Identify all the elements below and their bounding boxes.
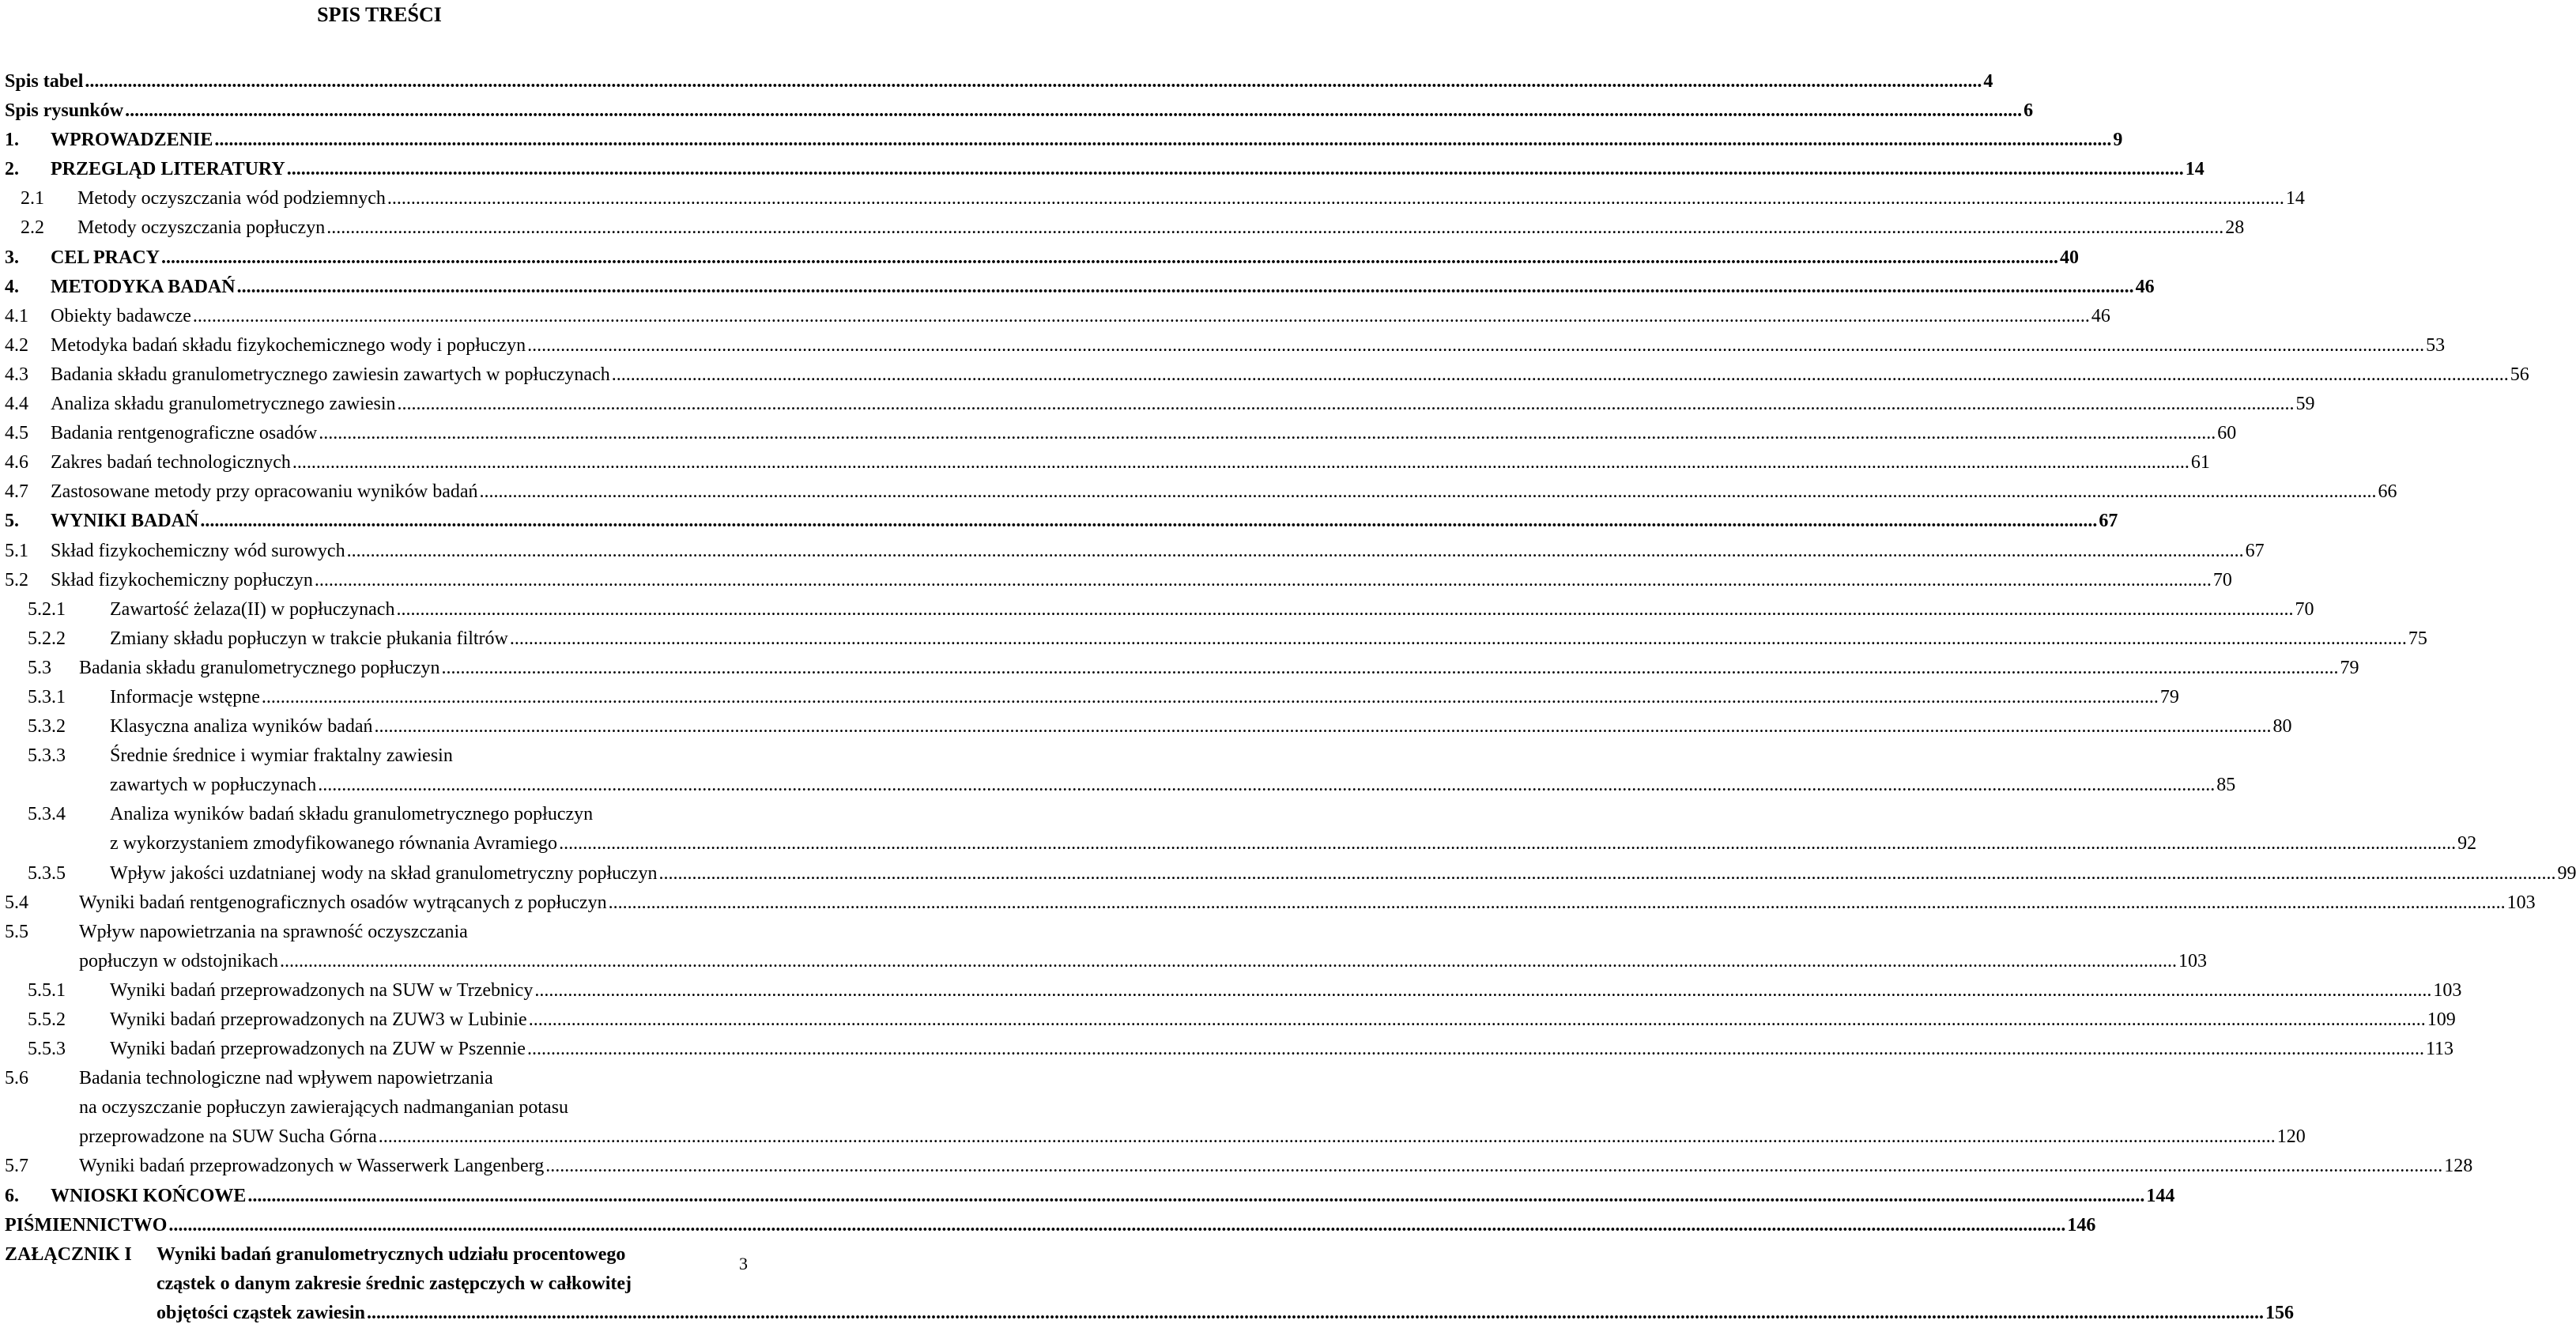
dot-leader: ................................................................................................................................................................................................................................................................................................................................................................................................................: [161, 247, 2059, 268]
toc-entry: [5, 1064, 745, 1093]
dot-leader: ................................................................................................................................................................................................................................................................................................................................................................................................................: [261, 686, 2159, 707]
toc-entry-number: ZAŁĄCZNIK I: [5, 1243, 132, 1265]
toc-entry-title: CEL PRACY: [51, 247, 160, 268]
toc-entry: [5, 1122, 2306, 1152]
toc-entry-page: 46: [2135, 276, 2155, 297]
toc-entry-page: 79: [2159, 686, 2179, 707]
table-of-contents: [5, 67, 2576, 1328]
toc-entry: [5, 1299, 2294, 1328]
toc-entry-page: 4: [1983, 71, 1993, 92]
toc-entry-title: Badania składu granulometrycznego popłuczyn: [79, 657, 440, 678]
dot-leader: ................................................................................................................................................................................................................................................................................................................................................................................................................: [346, 540, 2244, 561]
toc-entry-number: 5.6: [5, 1068, 28, 1089]
toc-entry: [5, 96, 2034, 126]
toc-entry-page: 14: [2285, 188, 2305, 209]
toc-entry-title: Analiza składu granulometrycznego zawiesin: [51, 394, 396, 415]
toc-entry-title: Spis rysunków: [5, 100, 124, 122]
toc-entry-number: 4.4: [5, 394, 28, 415]
dot-leader: ................................................................................................................................................................................................................................................................................................................................................................................................................: [509, 628, 2407, 649]
toc-entry-title: Klasyczna analiza wyników badań: [110, 716, 373, 738]
toc-entry-number: 2.1: [21, 188, 44, 209]
toc-entry-page: 56: [2510, 364, 2529, 385]
toc-entry: [5, 741, 745, 771]
toc-entry: [5, 654, 2359, 683]
toc-entry-page: 53: [2426, 334, 2446, 356]
toc-entry-page: 128: [2444, 1156, 2473, 1177]
toc-entry-number: 5.3.3: [28, 745, 66, 767]
toc-entry-number: 2.: [5, 159, 19, 180]
toc-entry-number: 6.: [5, 1185, 19, 1206]
toc-entry: [5, 1035, 2454, 1064]
toc-entry: [5, 829, 2477, 858]
toc-entry-title: zawartych w popłuczynach: [110, 775, 317, 796]
toc-entry: [5, 302, 2110, 331]
dot-leader: ................................................................................................................................................................................................................................................................................................................................................................................................................: [292, 452, 2189, 473]
toc-entry-page: 85: [2216, 775, 2236, 796]
toc-entry-title: Wyniki badań przeprowadzonych na ZUW w Pszennie: [110, 1039, 526, 1060]
dot-leader: ................................................................................................................................................................................................................................................................................................................................................................................................................: [279, 950, 2177, 971]
toc-entry-title: Analiza wyników badań składu granulometrycznego popłuczyn: [110, 804, 594, 825]
toc-entry-title: Wyniki badań granulometrycznych udziału procentowego: [157, 1243, 626, 1265]
toc-entry: [5, 537, 2265, 566]
toc-entry-title: Skład fizykochemiczny wód surowych: [51, 540, 345, 561]
toc-entry-page: 14: [2185, 159, 2204, 180]
toc-entry-title: WPROWADZENIE: [51, 130, 213, 151]
toc-entry-title: Metody oczyszczania popłuczyn: [77, 217, 326, 239]
toc-entry-number: 2.2: [21, 217, 44, 239]
dot-leader: ................................................................................................................................................................................................................................................................................................................................................................................................................: [247, 1185, 2145, 1206]
toc-entry-page: 40: [2060, 247, 2080, 268]
toc-entry: [5, 1182, 2175, 1211]
toc-entry-page: 6: [2023, 100, 2034, 122]
dot-leader: ................................................................................................................................................................................................................................................................................................................................................................................................................: [286, 159, 2184, 180]
dot-leader: ................................................................................................................................................................................................................................................................................................................................................................................................................: [168, 1214, 2066, 1236]
toc-entry: [5, 507, 2118, 536]
toc-entry: [5, 331, 2446, 360]
toc-entry-number: 3.: [5, 247, 19, 268]
toc-entry-title: na oczyszczanie popłuczyn zawierających nadmanganian potasu: [79, 1097, 569, 1119]
toc-entry-number: 5.5.3: [28, 1039, 66, 1060]
toc-entry: [5, 448, 2210, 477]
dot-leader: ................................................................................................................................................................................................................................................................................................................................................................................................................: [200, 511, 2098, 532]
toc-entry-page: 92: [2457, 833, 2477, 855]
toc-entry: [5, 1093, 745, 1122]
toc-entry-page: 103: [2178, 950, 2207, 971]
toc-entry-number: 5.5.2: [28, 1009, 66, 1030]
toc-entry-number: 4.6: [5, 452, 28, 473]
toc-entry: [5, 477, 2397, 507]
toc-entry: [5, 624, 2427, 654]
toc-entry: [5, 1211, 2096, 1240]
toc-entry-title: Zmiany składu popłuczyn w trakcie płukania filtrów: [110, 628, 508, 649]
dot-leader: ................................................................................................................................................................................................................................................................................................................................................................................................................: [545, 1156, 2443, 1177]
dot-leader: ................................................................................................................................................................................................................................................................................................................................................................................................................: [214, 130, 2112, 151]
dot-leader: ................................................................................................................................................................................................................................................................................................................................................................................................................: [236, 276, 2134, 297]
toc-entry-title: Wyniki badań przeprowadzonych w Wasserwerk Langenberg: [79, 1156, 545, 1177]
dot-leader: ................................................................................................................................................................................................................................................................................................................................................................................................................: [534, 979, 2432, 1001]
toc-entry-page: 61: [2190, 452, 2210, 473]
toc-entry-page: 144: [2146, 1185, 2175, 1206]
dot-leader: ................................................................................................................................................................................................................................................................................................................................................................................................................: [528, 1009, 2426, 1030]
toc-entry-title: Metodyka badań składu fizykochemicznego wody i popłuczyn: [51, 334, 526, 356]
toc-entry: [5, 360, 2529, 390]
toc-entry-page: 79: [2340, 657, 2359, 678]
dot-leader: ................................................................................................................................................................................................................................................................................................................................................................................................................: [658, 862, 2556, 884]
toc-entry-number: 5.7: [5, 1156, 28, 1177]
toc-entry-page: 66: [2378, 481, 2397, 503]
toc-entry-title: Zawartość żelaza(II) w popłuczynach: [110, 598, 395, 620]
dot-leader: ................................................................................................................................................................................................................................................................................................................................................................................................................: [397, 394, 2295, 415]
toc-entry-number: 5.3.1: [28, 686, 66, 707]
toc-entry: [5, 683, 2179, 712]
toc-entry-number: 5.5.1: [28, 979, 66, 1001]
dot-leader: ................................................................................................................................................................................................................................................................................................................................................................................................................: [396, 598, 2294, 620]
dot-leader: ................................................................................................................................................................................................................................................................................................................................................................................................................: [387, 188, 2284, 209]
toc-entry: [5, 1240, 745, 1270]
toc-entry-title: Badania rentgenograficzne osadów: [51, 423, 318, 444]
toc-entry: [5, 1005, 2456, 1035]
toc-entry-title: z wykorzystaniem zmodyfikowanego równania Avramiego: [110, 833, 558, 855]
dot-leader: ................................................................................................................................................................................................................................................................................................................................................................................................................: [611, 364, 2509, 385]
toc-entry: [5, 419, 2237, 448]
toc-entry: [5, 947, 2207, 976]
toc-entry-title: Wpływ jakości uzdatnianej wody na skład granulometryczny popłuczyn: [110, 862, 658, 884]
toc-entry: [5, 918, 745, 947]
toc-entry-page: 103: [2506, 892, 2536, 913]
toc-entry-page: 109: [2427, 1009, 2456, 1030]
toc-entry-number: 5.3.5: [28, 862, 66, 884]
toc-entry-page: 80: [2272, 716, 2292, 738]
toc-entry-number: 4.5: [5, 423, 28, 444]
toc-entry-title: Zastosowane metody przy opracowaniu wyników badań: [51, 481, 478, 503]
toc-entry-title: WYNIKI BADAŃ: [51, 511, 199, 532]
dot-leader: ................................................................................................................................................................................................................................................................................................................................................................................................................: [192, 305, 2090, 326]
toc-entry: [5, 1270, 745, 1299]
toc-entry-title: Średnie średnice i wymiar fraktalny zawiesin: [110, 745, 453, 767]
toc-entry-number: 5.3.2: [28, 716, 66, 738]
toc-entry-page: 156: [2265, 1302, 2294, 1323]
dot-leader: ................................................................................................................................................................................................................................................................................................................................................................................................................: [608, 892, 2506, 913]
toc-entry-page: 46: [2091, 305, 2110, 326]
toc-entry-page: 67: [2245, 540, 2265, 561]
toc-entry-number: 5.2.1: [28, 598, 66, 620]
toc-entry-number: 4.3: [5, 364, 28, 385]
dot-leader: ................................................................................................................................................................................................................................................................................................................................................................................................................: [318, 775, 2216, 796]
toc-entry-number: 5.3: [28, 657, 51, 678]
toc-entry-title: PRZEGLĄD LITERATURY: [51, 159, 285, 180]
toc-entry-number: 4.2: [5, 334, 28, 356]
toc-entry-page: 113: [2425, 1039, 2454, 1060]
toc-entry: [5, 67, 1993, 96]
dot-leader: ................................................................................................................................................................................................................................................................................................................................................................................................................: [441, 657, 2339, 678]
dot-leader: ................................................................................................................................................................................................................................................................................................................................................................................................................: [559, 833, 2457, 855]
toc-entry-title: Wpływ napowietrzania na sprawność oczyszczania: [79, 921, 468, 942]
toc-entry-page: 9: [2113, 130, 2123, 151]
toc-entry-title: METODYKA BADAŃ: [51, 276, 236, 297]
dot-leader: ................................................................................................................................................................................................................................................................................................................................................................................................................: [314, 569, 2212, 590]
toc-entry: [5, 184, 2305, 213]
toc-entry-number: 5.3.4: [28, 804, 66, 825]
toc-entry-number: 5.1: [5, 540, 28, 561]
toc-entry-title: Wyniki badań przeprowadzonych na ZUW3 w Lubinie: [110, 1009, 527, 1030]
page-title: SPIS TREŚCI: [317, 3, 442, 26]
toc-entry: [5, 566, 2232, 595]
toc-entry-number: 5.: [5, 511, 19, 532]
toc-entry-title: Badania składu granulometrycznego zawiesin zawartych w popłuczynach: [51, 364, 610, 385]
toc-entry: [5, 1152, 2473, 1181]
dot-leader: ................................................................................................................................................................................................................................................................................................................................................................................................................: [527, 334, 2425, 356]
toc-entry-page: 70: [2295, 598, 2314, 620]
toc-entry-title: Obiekty badawcze: [51, 305, 191, 326]
toc-entry-title: Spis tabel: [5, 71, 84, 92]
toc-entry-number: 5.4: [5, 892, 28, 913]
toc-entry: [5, 976, 2462, 1005]
toc-entry: [5, 126, 2123, 155]
dot-leader: ................................................................................................................................................................................................................................................................................................................................................................................................................: [479, 481, 2377, 503]
toc-entry: [5, 595, 2314, 624]
toc-entry-page: 28: [2225, 217, 2245, 239]
toc-entry-page: 67: [2099, 511, 2118, 532]
toc-entry-number: 5.2.2: [28, 628, 66, 649]
dot-leader: ................................................................................................................................................................................................................................................................................................................................................................................................................: [378, 1126, 2276, 1148]
toc-entry-page: 99: [2557, 862, 2576, 884]
toc-entry-page: 103: [2433, 979, 2462, 1001]
toc-entry: [5, 213, 2245, 243]
toc-entry-title: Zakres badań technologicznych: [51, 452, 291, 473]
toc-entry: [5, 859, 2576, 888]
toc-entry-page: 75: [2408, 628, 2427, 649]
page-number: 3: [739, 1254, 748, 1273]
toc-entry-title: Wyniki badań rentgenograficznych osadów wytrącanych z popłuczyn: [79, 892, 607, 913]
toc-entry-title: Wyniki badań przeprowadzonych na SUW w Trzebnicy: [110, 979, 534, 1001]
toc-entry-title: objętości cząstek zawiesin: [157, 1302, 365, 1323]
toc-entry-page: 60: [2217, 423, 2237, 444]
toc-entry-title: przeprowadzone na SUW Sucha Górna: [79, 1126, 377, 1148]
toc-entry: [5, 712, 2292, 741]
dot-leader: ................................................................................................................................................................................................................................................................................................................................................................................................................: [125, 100, 2023, 122]
toc-entry-number: 4.1: [5, 305, 28, 326]
toc-entry: [5, 771, 2236, 800]
toc-entry: [5, 273, 2155, 302]
toc-entry: [5, 800, 745, 829]
dot-leader: ................................................................................................................................................................................................................................................................................................................................................................................................................: [366, 1302, 2264, 1323]
toc-entry-title: popłuczyn w odstojnikach: [79, 950, 278, 971]
toc-entry-title: Metody oczyszczania wód podziemnych: [77, 188, 386, 209]
toc-entry-number: 5.5: [5, 921, 28, 942]
toc-entry-number: 4.: [5, 276, 19, 297]
toc-entry-page: 146: [2067, 1214, 2096, 1236]
toc-entry-title: WNIOSKI KOŃCOWE: [51, 1185, 247, 1206]
toc-entry: [5, 243, 2080, 273]
dot-leader: ................................................................................................................................................................................................................................................................................................................................................................................................................: [326, 217, 2224, 239]
dot-leader: ................................................................................................................................................................................................................................................................................................................................................................................................................: [85, 71, 1982, 92]
toc-entry: [5, 888, 2536, 918]
toc-entry: [5, 390, 2315, 419]
toc-entry-title: Skład fizykochemiczny popłuczyn: [51, 569, 313, 590]
dot-leader: ................................................................................................................................................................................................................................................................................................................................................................................................................: [526, 1039, 2424, 1060]
toc-entry-page: 59: [2295, 394, 2315, 415]
toc-entry-title: cząstek o danym zakresie średnic zastępczych w całkowitej: [157, 1273, 632, 1294]
toc-entry: [5, 155, 2204, 184]
toc-entry-title: Badania technologiczne nad wpływem napowietrzania: [79, 1068, 493, 1089]
toc-entry-page: 120: [2276, 1126, 2306, 1148]
toc-entry-page: 70: [2212, 569, 2232, 590]
toc-entry-title: PIŚMIENNICTWO: [5, 1214, 168, 1236]
toc-entry-number: 1.: [5, 130, 19, 151]
dot-leader: ................................................................................................................................................................................................................................................................................................................................................................................................................: [319, 423, 2216, 444]
toc-entry-number: 4.7: [5, 481, 28, 503]
toc-entry-title: Informacje wstępne: [110, 686, 260, 707]
dot-leader: ................................................................................................................................................................................................................................................................................................................................................................................................................: [374, 716, 2272, 738]
toc-entry-number: 5.2: [5, 569, 28, 590]
